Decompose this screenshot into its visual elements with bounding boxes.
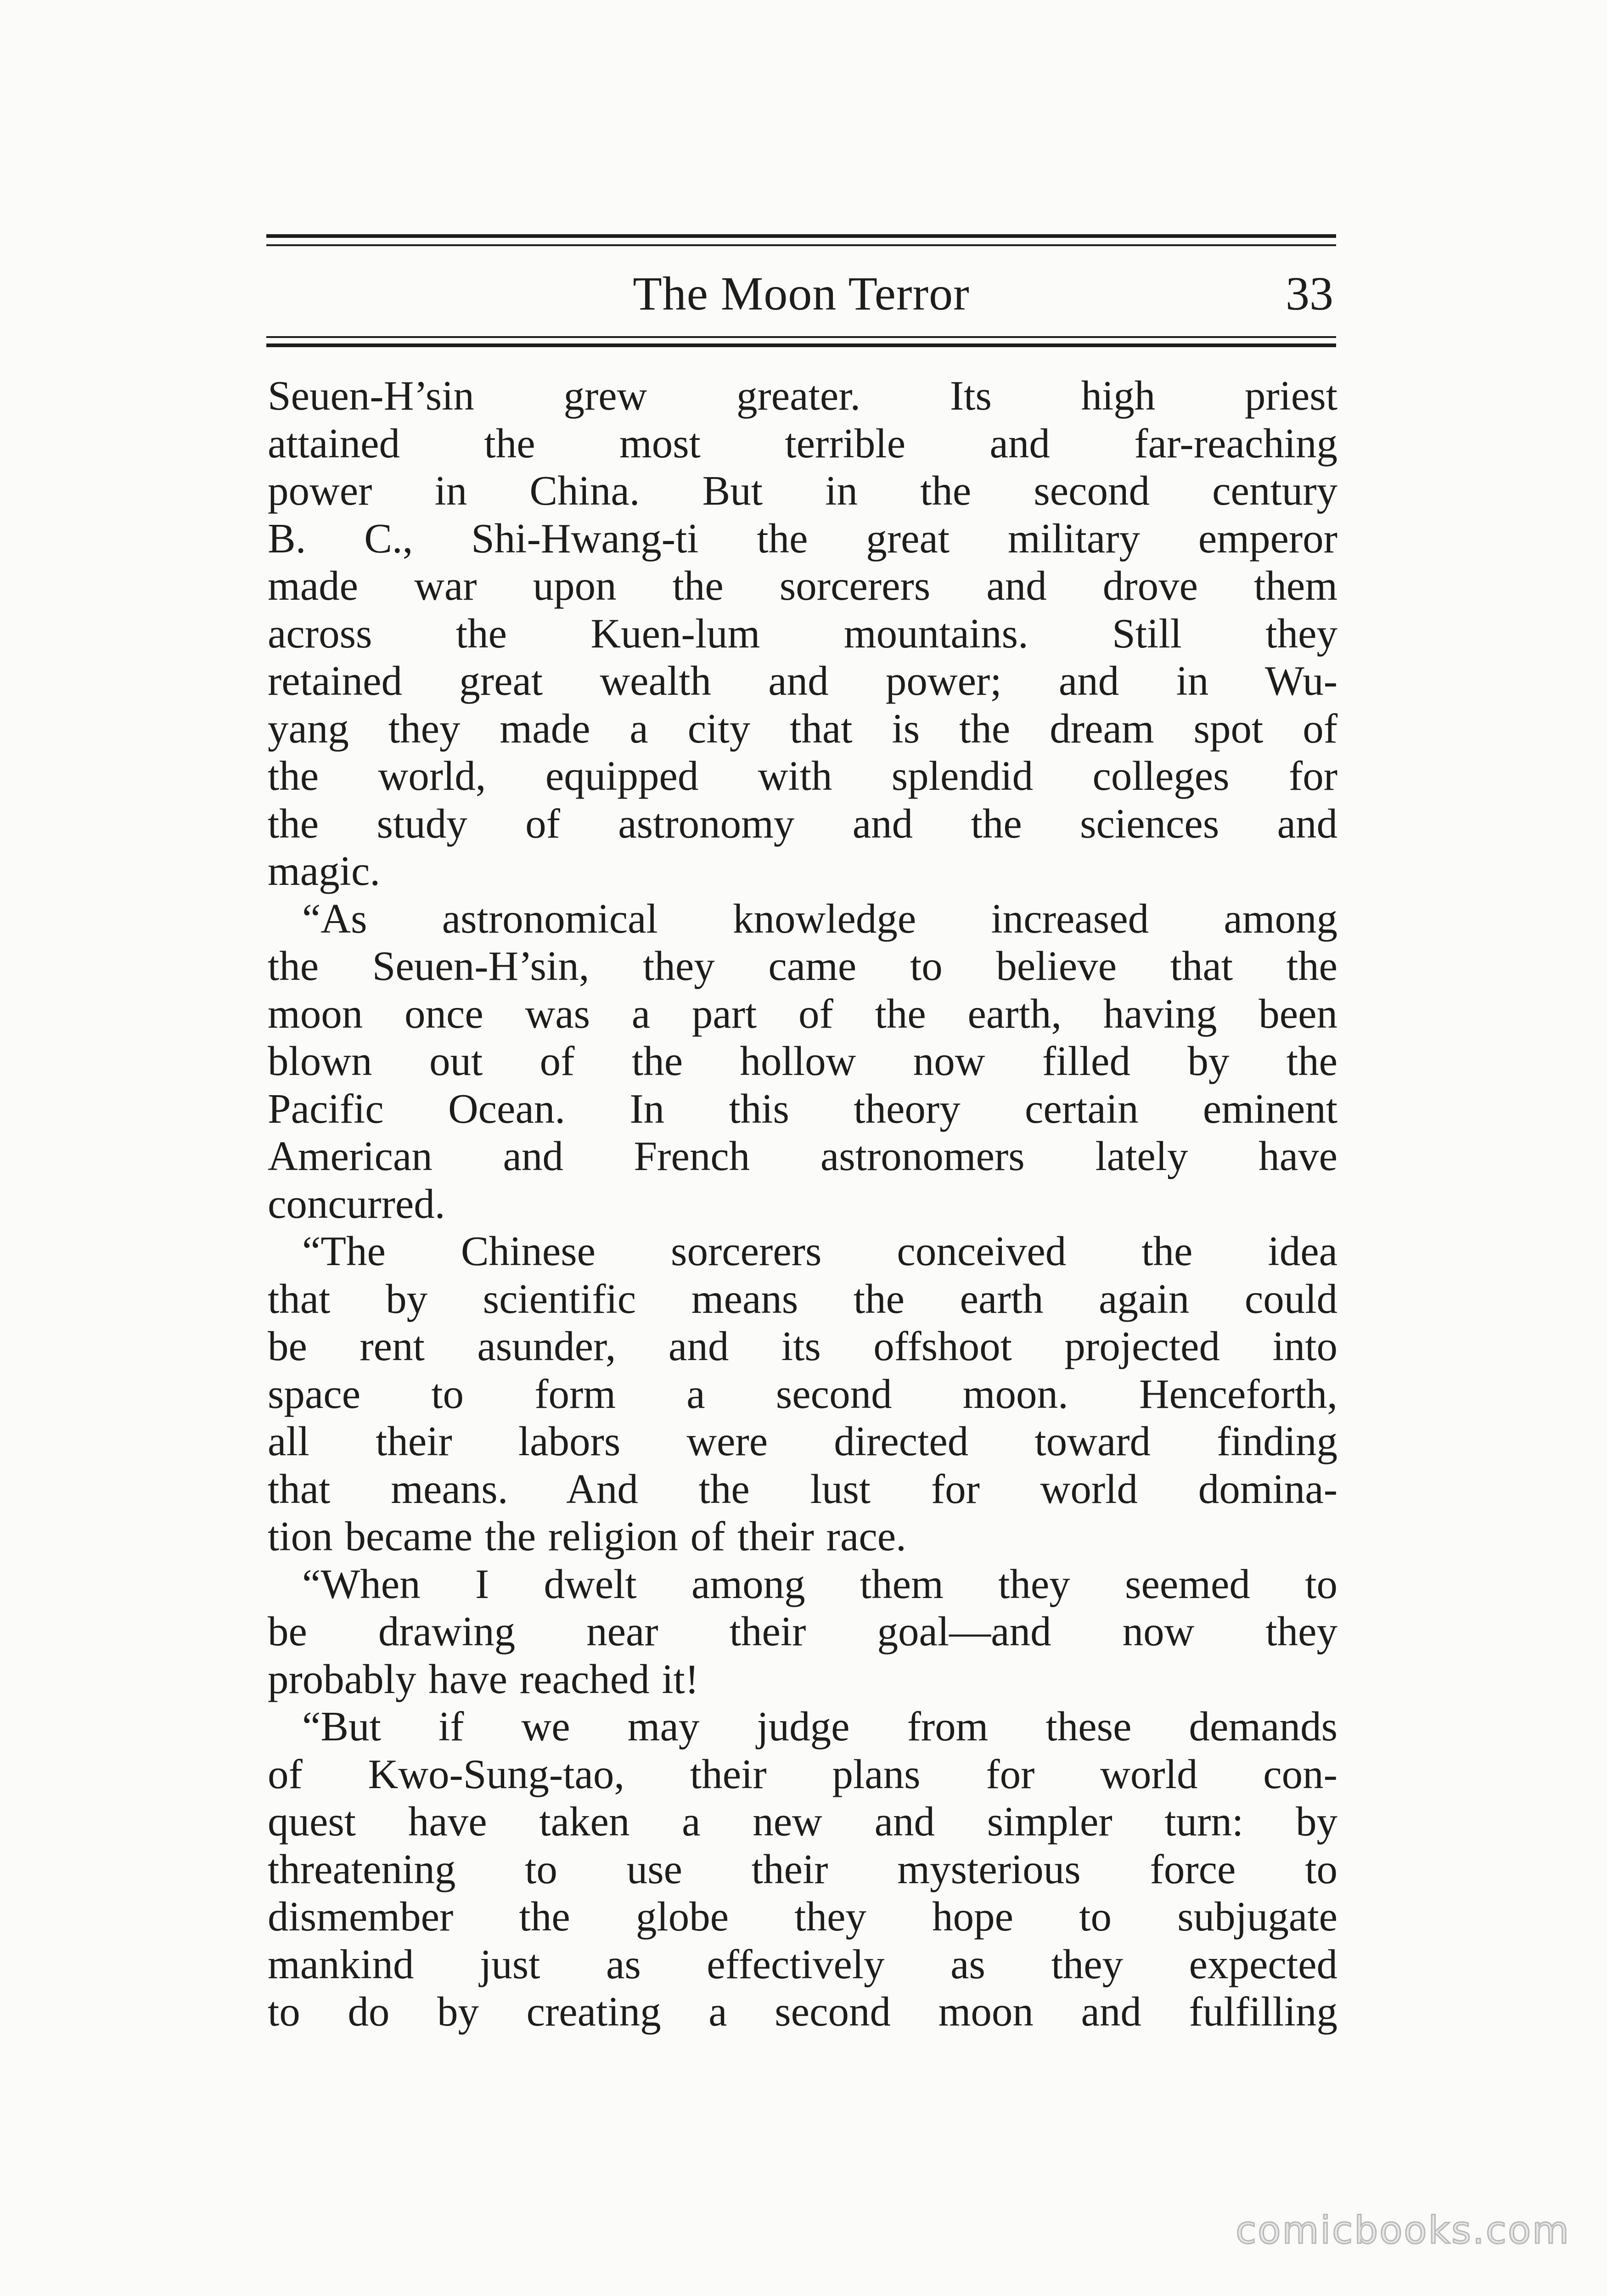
running-title: The Moon Terror [633, 267, 970, 320]
text-line: Seuen-H’sin grew greater. Its high priest [268, 372, 1337, 419]
text-line: space to form a second moon. Henceforth, [268, 1370, 1337, 1417]
text-line: probably have reached it! [268, 1655, 699, 1702]
text-line: that means. And the lust for world domina- [268, 1465, 1337, 1512]
page-number: 33 [1286, 267, 1333, 320]
text-line: B. C., Shi-Hwang-ti the great military emperor [268, 515, 1337, 562]
text-line: dismember the globe they hope to subjugate [268, 1893, 1337, 1940]
text-line: Pacific Ocean. In this theory certain eminent [268, 1085, 1337, 1132]
text-line: blown out of the hollow now filled by the [268, 1038, 1337, 1084]
text-line: attained the most terrible and far-reaching [268, 420, 1337, 467]
text-line: mankind just as effectively as they expected [268, 1941, 1337, 1987]
text-line: made war upon the sorcerers and drove them [268, 563, 1337, 609]
text-line: the world, equipped with splendid colleges for [268, 753, 1337, 799]
body-text [268, 372, 1337, 2036]
text-line: magic. [268, 848, 381, 894]
text-line: to do by creating a second moon and fulfilling [268, 1988, 1337, 2035]
text-line: power in China. But in the second century [268, 467, 1337, 514]
text-line: “As astronomical knowledge increased among [302, 895, 1337, 942]
text-line: American and French astronomers lately have [268, 1133, 1337, 1179]
text-line: quest have taken a new and simpler turn: by [268, 1798, 1337, 1845]
text-line: “But if we may judge from these demands [302, 1703, 1337, 1750]
text-line: “When I dwelt among them they seemed to [302, 1560, 1337, 1607]
text-line: threatening to use their mysterious force to [268, 1846, 1337, 1892]
text-line: the study of astronomy and the sciences and [268, 800, 1337, 847]
header-bottom-rule [266, 343, 1336, 347]
text-line: concurred. [268, 1180, 445, 1227]
text-line: of Kwo-Sung-tao, their plans for world con- [268, 1750, 1337, 1797]
text-line: “The Chinese sorcerers conceived the idea [302, 1228, 1337, 1274]
text-line: yang they made a city that is the dream spot of [268, 705, 1337, 752]
text-line: across the Kuen-lum mountains. Still they [268, 610, 1337, 657]
text-line: tion became the religion of their race. [268, 1513, 906, 1559]
page-header [266, 234, 1336, 347]
text-line: the Seuen-H’sin, they came to believe that the [268, 943, 1337, 989]
text-line: retained great wealth and power; and in Wu- [268, 658, 1337, 704]
text-line: all their labors were directed toward finding [268, 1418, 1337, 1464]
header-top-rule [266, 234, 1336, 238]
header-bottom-rule-thin [266, 336, 1336, 338]
text-line: be rent asunder, and its offshoot projected into [268, 1323, 1337, 1369]
text-line: that by scientific means the earth again could [268, 1275, 1337, 1322]
text-line: be drawing near their goal—and now they [268, 1608, 1337, 1654]
site-watermark: comicbooks.com [1236, 2209, 1570, 2252]
text-line: moon once was a part of the earth, having been [268, 990, 1337, 1037]
header-top-rule-thin [266, 244, 1336, 246]
